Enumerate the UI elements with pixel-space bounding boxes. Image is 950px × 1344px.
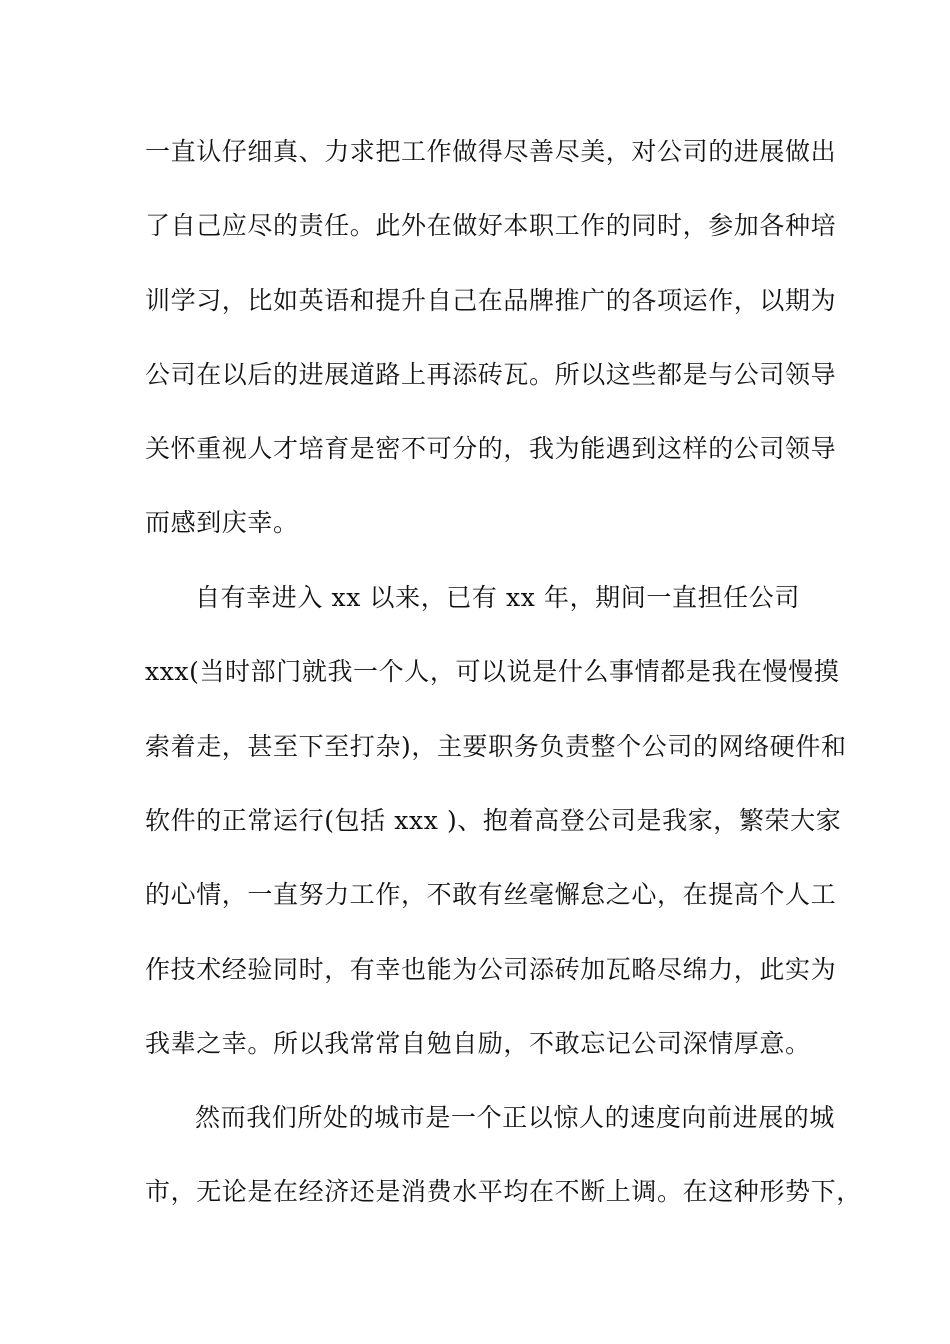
text-line-5: 关怀重视人才培育是密不可分的，我为能遇到这样的公司领导 [145,434,837,463]
text-line-13: 我辈之幸。所以我常常自勉自励，不敢忘记公司深情厚意。 [145,1029,811,1058]
text-line-2: 了自己应尽的责任。此外在做好本职工作的同时，参加各种培 [145,211,837,240]
text-line-10: 软件的正常运行(包括 xxx )、抱着高登公司是我家，繁荣大家 [145,806,842,835]
text-line-8: xxx(当时部门就我一个人，可以说是什么事情都是我在慢慢摸 [145,657,840,686]
text-line-11: 的心情，一直努力工作，不敢有丝毫懈怠之心，在提高个人工 [145,880,837,909]
text-line-3: 训学习，比如英语和提升自己在品牌推广的各项运作，以期为 [145,286,837,315]
text-line-12: 作技术经验同时，有幸也能为公司添砖加瓦略尽绵力，此实为 [145,955,837,984]
text-line-15: 市，无论是在经济还是消费水平均在不断上调。在这种形势下， [145,1177,862,1206]
paragraph-3-first-line: 然而我们所处的城市是一个正以惊人的速度向前进展的城 [195,1103,836,1132]
text-line-4: 公司在以后的进展道路上再添砖瓦。所以这些都是与公司领导 [145,360,837,389]
paragraph-2-first-line: 自有幸进入 xx 以来，已有 xx 年，期间一直担任公司 [195,583,800,612]
text-line-1: 一直认仔细真、力求把工作做得尽善尽美，对公司的进展做出 [145,137,837,166]
text-line-6: 而感到庆幸。 [145,508,299,537]
text-line-9: 索着走，甚至下至打杂)，主要职务负责整个公司的网络硬件和 [145,732,847,761]
